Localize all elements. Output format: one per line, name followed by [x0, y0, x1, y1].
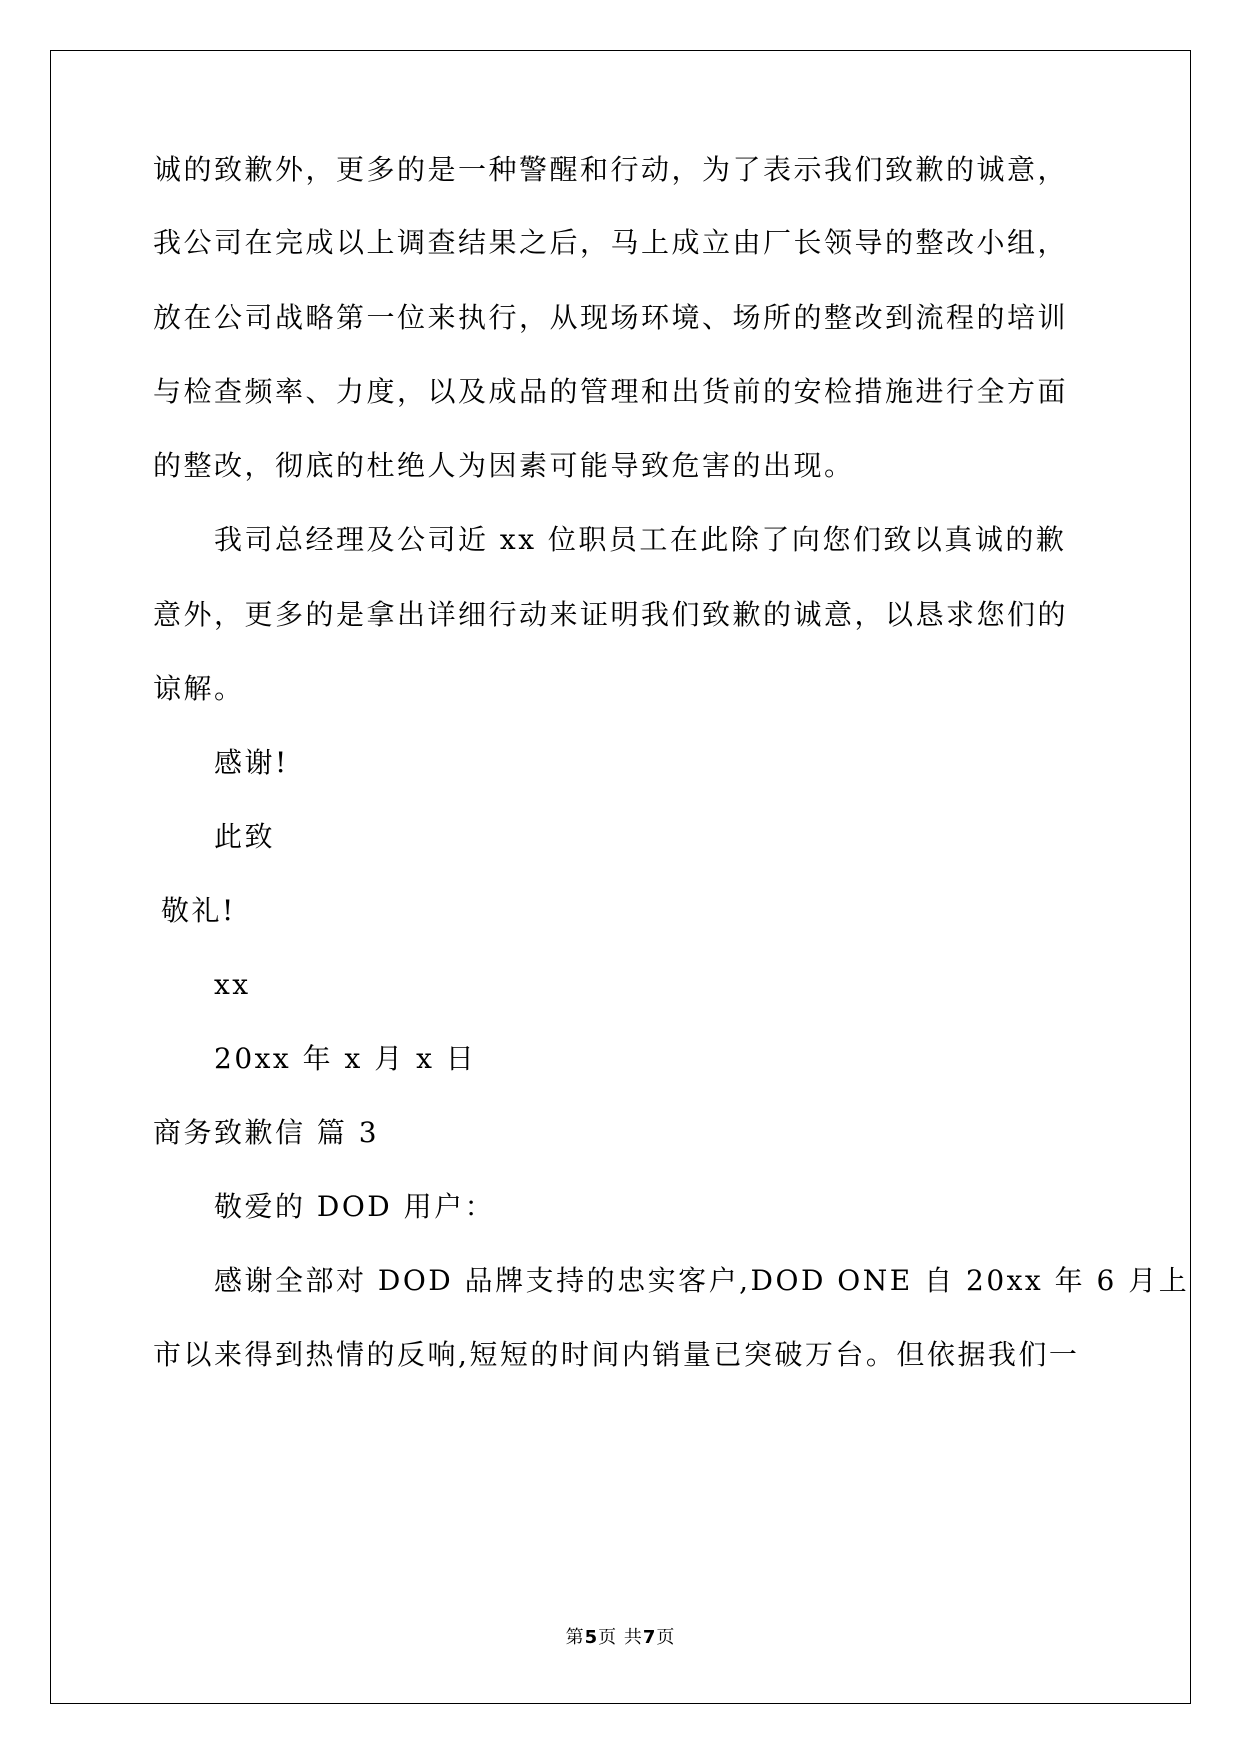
- paragraph-line: 与检查频率、力度，以及成品的管理和出货前的安检措施进行全方面: [153, 375, 1069, 408]
- footer-prefix: 第: [565, 1627, 585, 1648]
- paragraph-line: 感谢全部对 DOD 品牌支持的忠实客户,DOD ONE 自 20xx 年 6 月上: [214, 1264, 1190, 1297]
- page-footer: [0, 1626, 1241, 1650]
- paragraph-line: 的整改，彻底的杜绝人为因素可能导致危害的出现。: [153, 449, 855, 482]
- section-heading: 商务致歉信 篇 3: [153, 1116, 380, 1149]
- footer-middle: 页 共: [598, 1627, 643, 1648]
- paragraph-line: 放在公司战略第一位来执行，从现场环境、场所的整改到流程的培训: [153, 301, 1069, 334]
- signature-name: xx: [214, 968, 251, 1001]
- closing-thanks: 感谢!: [214, 746, 289, 779]
- footer-suffix: 页: [656, 1627, 676, 1648]
- paragraph-line: 我公司在完成以上调查结果之后，马上成立由厂长领导的整改小组，: [153, 226, 1069, 259]
- paragraph-line: 我司总经理及公司近 xx 位职员工在此除了向您们致以真诚的歉: [214, 523, 1067, 556]
- signature-date: 20xx 年 x 月 x 日: [214, 1042, 477, 1075]
- paragraph-line: 谅解。: [153, 672, 245, 705]
- paragraph-line: 诚的致歉外，更多的是一种警醒和行动，为了表示我们致歉的诚意，: [153, 153, 1069, 186]
- salutation: 敬爱的 DOD 用户：: [214, 1190, 496, 1223]
- closing-jingli: 敬礼!: [161, 894, 236, 927]
- footer-current-page: 5: [584, 1627, 599, 1648]
- paragraph-line: 意外，更多的是拿出详细行动来证明我们致歉的诚意，以恳求您们的: [153, 598, 1069, 631]
- footer-total-pages: 7: [642, 1627, 657, 1648]
- closing-cizhi: 此致: [214, 820, 276, 853]
- paragraph-line: 市以来得到热情的反响,短短的时间内销量已突破万台。但依据我们一: [153, 1338, 1080, 1371]
